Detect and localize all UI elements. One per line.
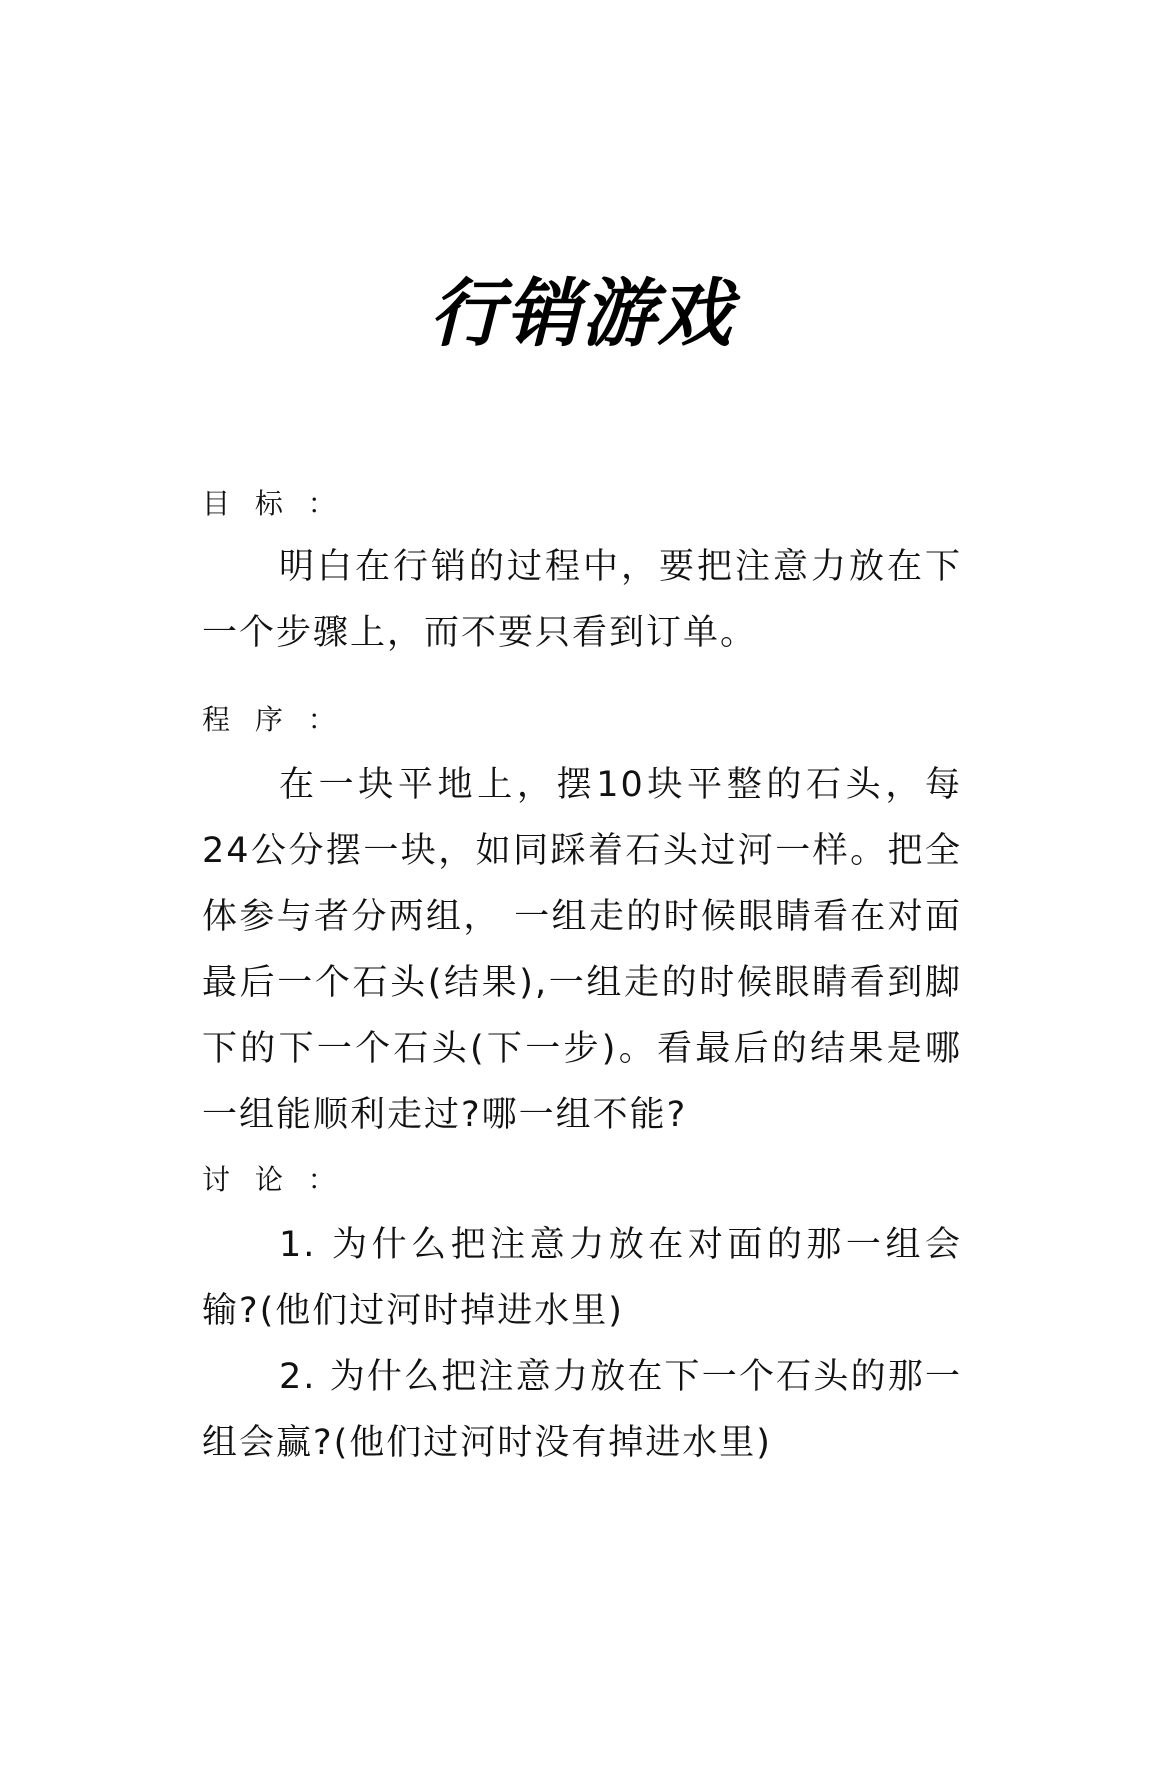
page-title: 行销游戏 (429, 271, 734, 357)
discussion-heading: 讨 论 ： (202, 1163, 344, 1196)
discussion-item-2: 2. 为什么把注意力放在下一个石头的那一组会赢?(他们过河时没有掉进水里) (202, 1357, 962, 1463)
procedure-paragraph: 在一块平地上，摆10块平整的石头，每24公分摆一块，如同踩着石头过河一样。把全体参与者分两组， 一组走的时候眼睛看在对面最后一个石头(结果),一组走的时候眼睛看到脚下的下一个石头(下一步)。看最后的结果是哪一组能顺利走过?哪一组不能? (202, 765, 962, 1135)
goal-paragraph: 明白在行销的过程中，要把注意力放在下一个步骤上，而不要只看到订单。 (202, 547, 962, 653)
discussion-item-1: 1. 为什么把注意力放在对面的那一组会输?(他们过河时掉进水里) (202, 1225, 962, 1331)
procedure-heading: 程 序 ： (202, 703, 344, 736)
goal-heading: 目 标 ： (202, 487, 344, 520)
